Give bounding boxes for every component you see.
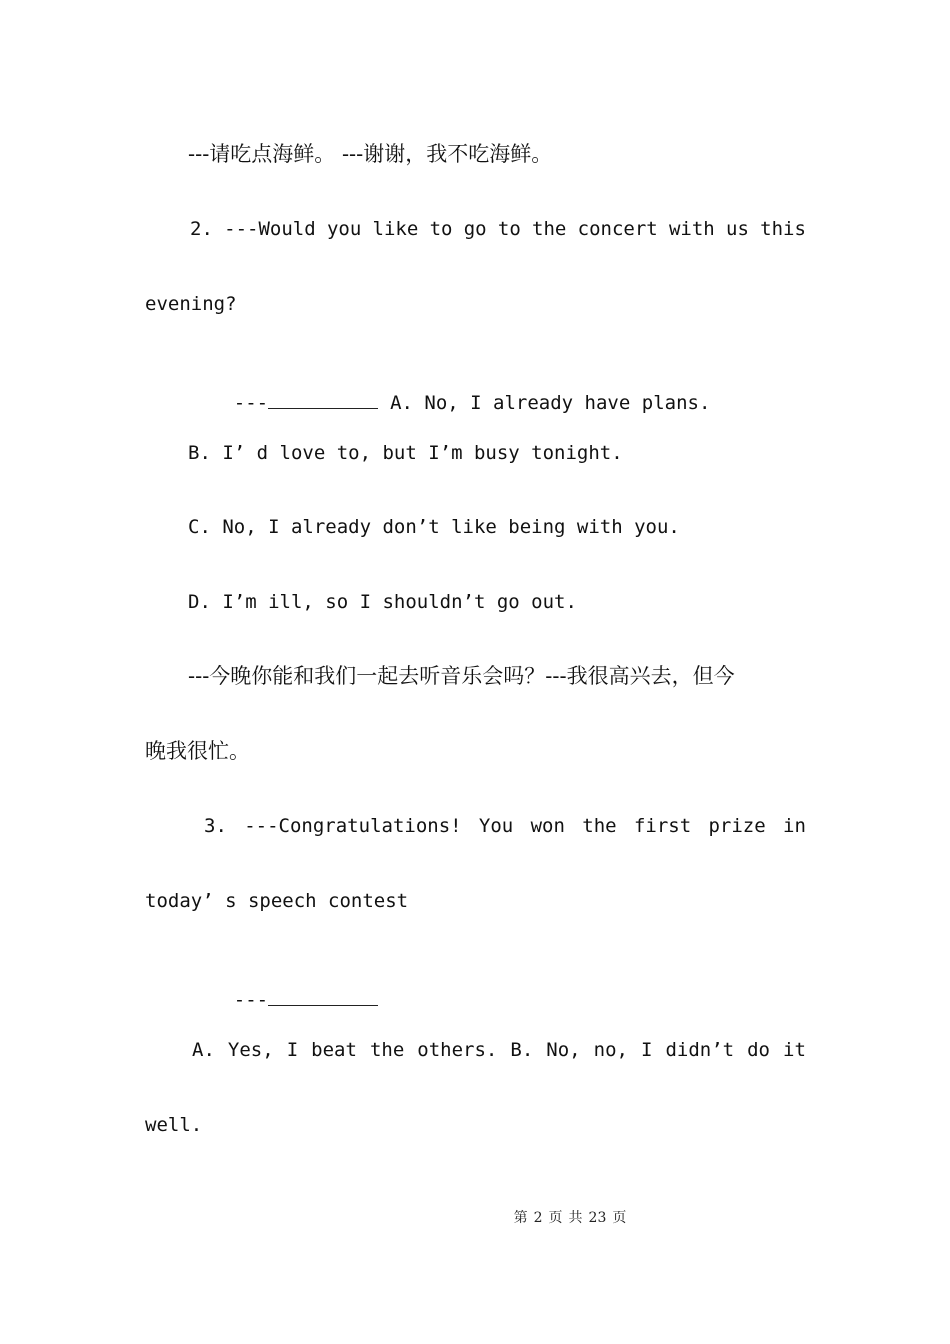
question-2-translation-line-1: ---今晚你能和我们一起去听音乐会吗？---我很高兴去，但今 xyxy=(188,664,735,688)
footer-prefix: 第 xyxy=(513,1210,528,1226)
question-3-line-2: today’ s speech contest xyxy=(145,890,409,912)
page-footer xyxy=(0,1207,950,1227)
answer-prefix: --- xyxy=(233,989,269,1011)
question-3-options-word: no, xyxy=(593,1039,628,1061)
question-3-options-word: No, xyxy=(546,1039,581,1061)
question-2-word: 2. xyxy=(190,218,213,240)
question-2-word: to xyxy=(429,218,453,240)
question-3-options-word: Yes, xyxy=(227,1039,274,1061)
answer-prefix: --- xyxy=(233,392,269,414)
question-2-word: with xyxy=(668,218,715,240)
question-2-word: this xyxy=(760,218,806,240)
footer-total-pages: 23 xyxy=(588,1210,607,1226)
question-2-word: you xyxy=(326,218,362,240)
answer-blank xyxy=(268,987,378,1006)
question-2-word: the xyxy=(532,218,567,240)
option-a: A. No, I already have plans. xyxy=(390,392,711,414)
question-2-line-2: evening? xyxy=(145,293,237,315)
question-3-options-word: do xyxy=(747,1039,770,1061)
question-3-word: first xyxy=(633,815,692,837)
question-3-word: in xyxy=(783,815,806,837)
question-3-options-word: beat xyxy=(311,1039,357,1061)
question-2-word: like xyxy=(372,218,419,240)
question-3-word: won xyxy=(530,815,565,837)
question-2-word: to xyxy=(497,218,521,240)
footer-suffix: 页 xyxy=(612,1210,627,1226)
footer-total-prefix: 共 xyxy=(568,1210,583,1226)
question-2-word: go xyxy=(463,218,487,240)
question-3-options-word: A. xyxy=(192,1039,215,1061)
question-3-options-word: didn’t xyxy=(665,1039,735,1061)
seafood-dialogue-translation: ---请吃点海鲜。 ---谢谢，我不吃海鲜。 xyxy=(188,142,553,166)
question-3-word: You xyxy=(478,815,514,837)
question-3-options-word: it xyxy=(783,1039,806,1061)
footer-page-word: 页 xyxy=(548,1210,563,1226)
question-3-options-line-2: well. xyxy=(145,1114,203,1136)
option-d: D. I’m ill, so I shouldn’t go out. xyxy=(188,591,577,613)
question-3-options-word: B. xyxy=(510,1039,534,1061)
question-3-options-line-1 xyxy=(192,1038,806,1062)
question-3-answer-line xyxy=(188,963,390,1036)
question-2-answer-line xyxy=(188,366,710,439)
question-3-line-1 xyxy=(204,814,806,838)
question-2-word: ---Would xyxy=(224,218,316,240)
answer-blank xyxy=(268,390,378,409)
question-3-options-word: I xyxy=(286,1039,299,1061)
question-2-word: concert xyxy=(577,218,658,240)
question-2-translation-line-2: 晚我很忙。 xyxy=(145,739,250,763)
question-3-options-word: I xyxy=(640,1039,653,1061)
question-2-word: us xyxy=(726,218,749,240)
footer-current-page: 2 xyxy=(533,1210,543,1226)
question-3-options-word: others. xyxy=(417,1039,498,1061)
question-3-word: ---Congratulations! xyxy=(244,815,462,837)
option-c: C. No, I already don’t like being with you. xyxy=(188,516,680,538)
question-2-line-1 xyxy=(190,217,806,241)
question-3-word: the xyxy=(582,815,617,837)
question-3-word: 3. xyxy=(204,815,227,837)
question-3-options-word: the xyxy=(369,1039,405,1061)
option-b: B. I’ d love to, but I’m busy tonight. xyxy=(188,442,623,464)
question-3-word: prize xyxy=(708,815,766,837)
